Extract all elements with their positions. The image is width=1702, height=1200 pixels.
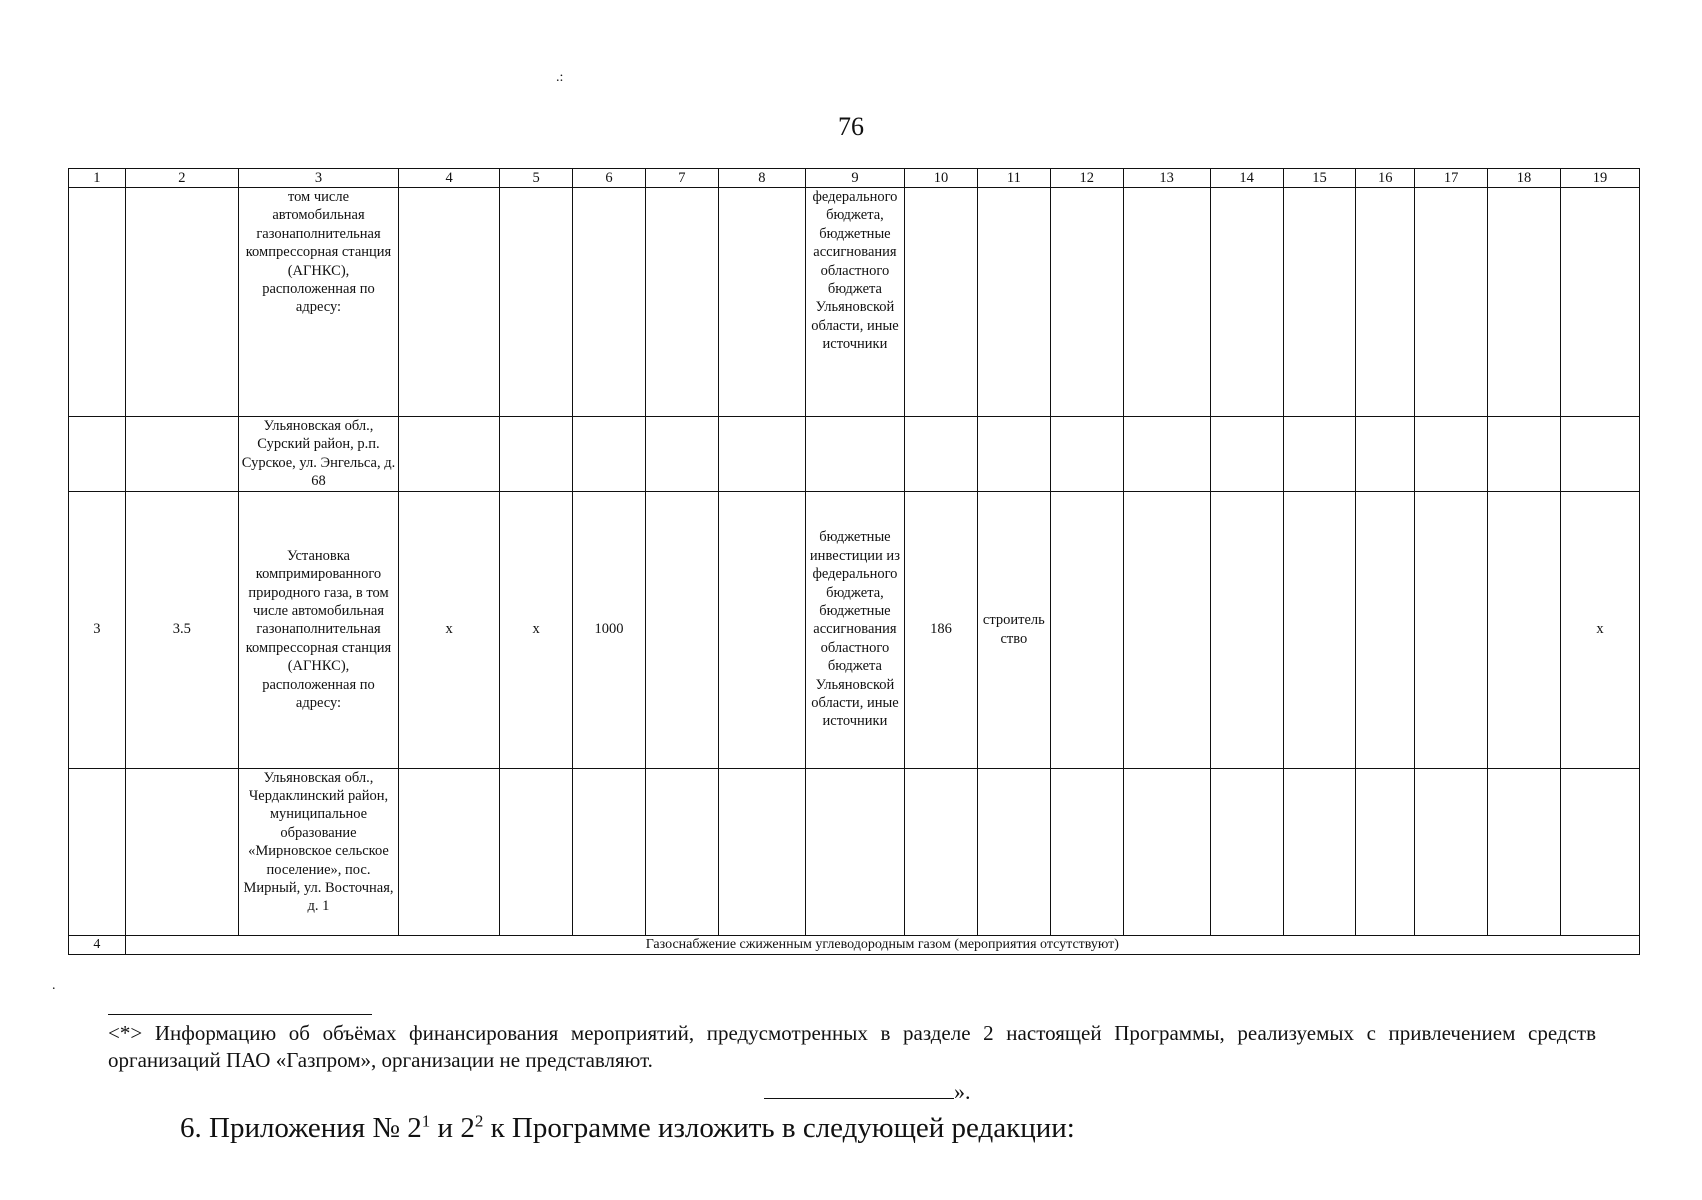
cell-section-title: Газоснабжение сжиженным углеводородным газом (мероприятия отсутствуют) — [125, 935, 1639, 954]
footnote-divider — [108, 1014, 372, 1015]
header-cell: 19 — [1560, 169, 1639, 188]
cell-row-number: 3 — [69, 491, 126, 768]
header-cell: 1 — [69, 169, 126, 188]
table-row — [69, 417, 1640, 492]
header-cell: 13 — [1123, 169, 1210, 188]
table-header-row — [69, 169, 1640, 188]
item6-sup-2: 2 — [474, 1111, 484, 1131]
header-cell: 18 — [1488, 169, 1561, 188]
header-cell: 3 — [239, 169, 399, 188]
header-cell: 4 — [398, 169, 499, 188]
header-cell: 7 — [645, 169, 718, 188]
cell-funding-source: федерального бюджета, бюджетные ассигнования областного бюджета Ульяновской области, иные источники — [805, 188, 904, 417]
cell-description: Установка компримированного природного газа, в том числе автомобильная газонаполнительная компрессорная станция (АГНКС), расположенная по адресу: — [239, 491, 399, 768]
table-row — [69, 491, 1640, 768]
header-cell: 2 — [125, 169, 238, 188]
cell-col4: х — [398, 491, 499, 768]
cell-address: Ульяновская обл., Чердаклинский район, муниципальное образование «Мирновское сельское поселение», пос. Мирный, ул. Восточная, д. 1 — [239, 768, 399, 935]
signature-line — [764, 1078, 954, 1099]
cell-row-number: 4 — [69, 935, 126, 954]
item6-text-2: и 2 — [430, 1112, 475, 1144]
item6-text-3: к Программе изложить в следующей редакции: — [483, 1112, 1075, 1144]
table-row — [69, 188, 1640, 417]
cell-col6: 1000 — [573, 491, 646, 768]
table-row — [69, 768, 1640, 935]
header-cell: 8 — [718, 169, 805, 188]
closing-mark — [764, 1078, 971, 1105]
program-table — [68, 168, 1640, 955]
stray-dot: . — [52, 978, 56, 993]
header-cell: 9 — [805, 169, 904, 188]
cell-col10: 186 — [905, 491, 978, 768]
cell-col19: х — [1560, 491, 1639, 768]
cell-col11: строительство — [977, 491, 1050, 768]
header-cell: 5 — [500, 169, 573, 188]
cell-funding-source: бюджетные инвестиции из федерального бюджета, бюджетные ассигнования областного бюджета Ульяновской области, иные источники — [805, 491, 904, 768]
item6-sup-1: 1 — [421, 1111, 431, 1131]
closing-quote: ». — [954, 1079, 971, 1104]
cell-address: Ульяновская обл., Сурский район, р.п. Сурское, ул. Энгельса, д. 68 — [239, 417, 399, 492]
cell-col5: х — [500, 491, 573, 768]
header-cell: 12 — [1050, 169, 1123, 188]
footnote: <*> Информацию об объёмах финансирования мероприятий, предусмотренных в разделе 2 настоящей Программы, реализуемых с привлечением средств организаций ПАО «Газпром», организации не представляют. — [108, 1021, 1596, 1072]
table-row — [69, 935, 1640, 954]
header-cell: 10 — [905, 169, 978, 188]
cell-description: том числе автомобильная газонаполнительная компрессорная станция (АГНКС), расположенная по адресу: — [239, 188, 399, 417]
page-number: 76 — [838, 112, 864, 141]
item-6-paragraph — [180, 1110, 1075, 1146]
header-cell: 16 — [1356, 169, 1415, 188]
header-cell: 6 — [573, 169, 646, 188]
item6-text-1: 6. Приложения № 2 — [180, 1112, 422, 1144]
stray-mark: .: — [556, 70, 564, 85]
header-cell: 15 — [1283, 169, 1356, 188]
cell-item-number: 3.5 — [125, 491, 238, 768]
header-cell: 11 — [977, 169, 1050, 188]
header-cell: 14 — [1210, 169, 1283, 188]
header-cell: 17 — [1415, 169, 1488, 188]
